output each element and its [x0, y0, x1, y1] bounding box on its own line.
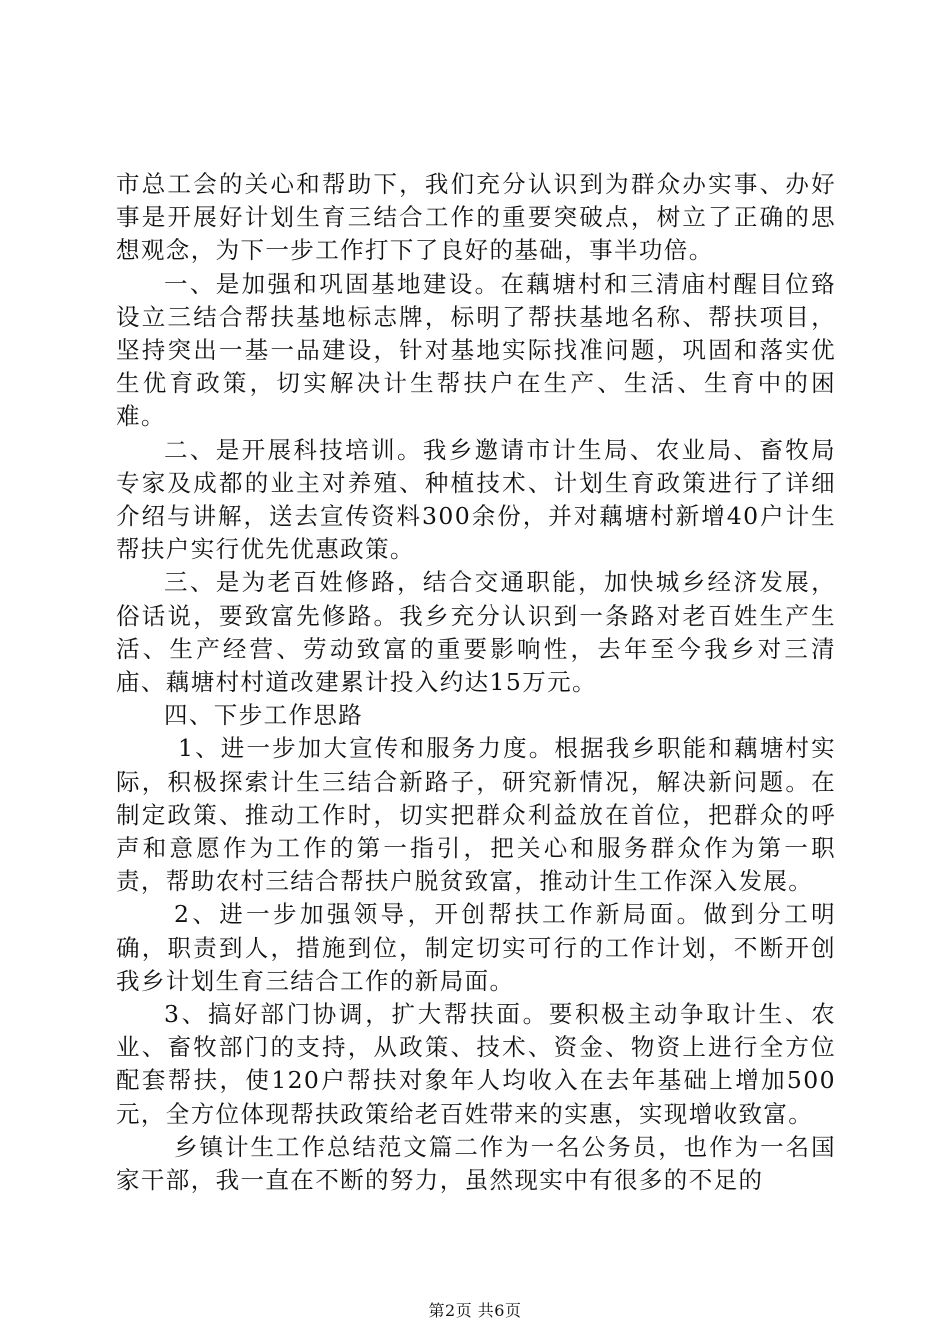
- paragraph-step-three: 3、搞好部门协调，扩大帮扶面。要积极主动争取计生、农业、畜牧部门的支持，从政策、技术、资金、物资上进行全方位配套帮扶，使120户帮扶对象年人均收入在去年基础上增加500元，全方位体现帮扶政策给老百姓带来的实惠，实现增收致富。: [116, 1000, 836, 1128]
- paragraph-intro: 市总工会的关心和帮助下，我们充分认识到为群众办实事、办好事是开展好计划生育三结合工作的重要突破点，树立了正确的思想观念，为下一步工作打下了良好的基础，事半功倍。: [116, 170, 836, 265]
- paragraph-article-two-intro: 乡镇计生工作总结范文篇二作为一名公务员，也作为一名国家干部，我一直在不断的努力，虽然现实中有很多的不足的: [116, 1132, 836, 1195]
- document-body: [116, 168, 836, 1197]
- page-number-footer: 第2页 共6页: [428, 1301, 522, 1320]
- paragraph-step-one: 1、进一步加大宣传和服务力度。根据我乡职能和藕塘村实际，积极探索计生三结合新路子，研究新情况，解决新问题。在制定政策、推动工作时，切实把群众利益放在首位，把群众的呼声和意愿作为工作的第一指引，把关心和服务群众作为第一职责，帮助农村三结合帮扶户脱贫致富，推动计生工作深入发展。: [116, 734, 836, 896]
- paragraph-step-two: 2、进一步加强领导，开创帮扶工作新局面。做到分工明确，职责到人，措施到位，制定切实可行的工作计划，不断开创我乡计划生育三结合工作的新局面。: [116, 900, 836, 995]
- paragraph-section-three: 三、是为老百姓修路，结合交通职能，加快城乡经济发展，俗话说，要致富先修路。我乡充分认识到一条路对老百姓生产生活、生产经营、劳动致富的重要影响性，去年至今我乡对三清庙、藕塘村村道改建累计投入约达15万元。: [116, 568, 836, 697]
- paragraph-section-two: 二、是开展科技培训。我乡邀请市计生局、农业局、畜牧局专家及成都的业主对养殖、种植技术、计划生育政策进行了详细介绍与讲解，送去宣传资料300余份，并对藕塘村新增40户计生帮扶户实行优先优惠政策。: [116, 435, 836, 564]
- paragraph-section-one: 一、是加强和巩固基地建设。在藕塘村和三清庙村醒目位臵设立三结合帮扶基地标志牌，标明了帮扶基地名称、帮扶项目，坚持突出一基一品建设，针对基地实际找准问题，巩固和落实优生优育政策，切实解决计生帮扶户在生产、生活、生育中的困难。: [116, 269, 836, 431]
- heading-next-steps: 四、下步工作思路: [164, 701, 364, 730]
